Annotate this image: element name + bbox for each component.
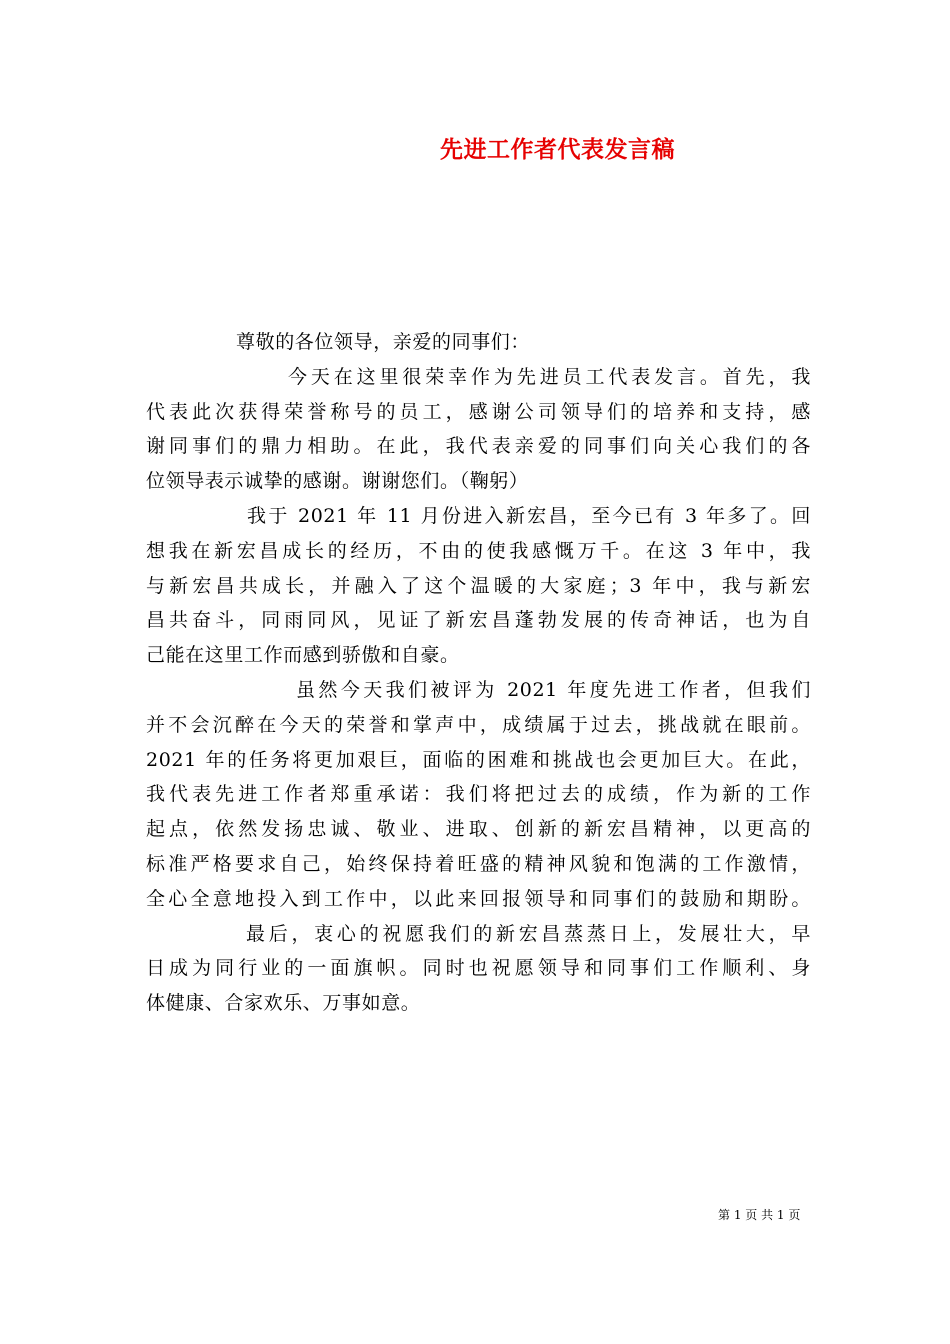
paragraph-line: 今天在这里很荣幸作为先进员工代表发言。首先，我 [288, 365, 811, 388]
paragraph-2 [146, 499, 811, 673]
paragraph-line: 代表此次获得荣誉称号的员工，感谢公司领导们的培养和支持，感 [146, 400, 811, 423]
salutation: 尊敬的各位领导，亲爱的同事们： [236, 331, 531, 353]
paragraph-line: 体健康、合家欢乐、万事如意。 [146, 992, 421, 1015]
paragraph-line: 与新宏昌共成长，并融入了这个温暖的大家庭；3 年中，我与新宏 [146, 574, 811, 597]
paragraph-4 [146, 917, 811, 1021]
paragraph-line: 日成为同行业的一面旗帜。同时也祝愿领导和同事们工作顺利、身 [146, 957, 811, 980]
page-number-footer: 第 1 页 共 1 页 [718, 1208, 801, 1222]
paragraph-line: 起点，依然发扬忠诚、敬业、进取、创新的新宏昌精神，以更高的 [146, 818, 811, 841]
paragraph-line: 谢同事们的鼎力相助。在此，我代表亲爱的同事们向关心我们的各 [146, 435, 811, 458]
paragraph-line: 昌共奋斗，同雨同风，见证了新宏昌蓬勃发展的传奇神话，也为自 [146, 609, 811, 632]
paragraph-line: 位领导表示诚挚的感谢。谢谢您们。（鞠躬） [146, 470, 529, 493]
paragraph-line: 全心全意地投入到工作中，以此来回报领导和同事们的鼓励和期盼。 [146, 887, 811, 910]
document-body [146, 325, 811, 1021]
paragraph-1 [146, 360, 811, 499]
paragraph-line: 虽然今天我们被评为 2021 年度先进工作者，但我们 [296, 678, 811, 701]
paragraph-line: 己能在这里工作而感到骄傲和自豪。 [146, 644, 460, 667]
paragraph-line: 并不会沉醉在今天的荣誉和掌声中，成绩属于过去，挑战就在眼前。 [146, 713, 811, 736]
paragraph-3 [146, 673, 811, 917]
paragraph-line: 想我在新宏昌成长的经历，不由的使我感慨万千。在这 3 年中，我 [146, 539, 811, 562]
paragraph-line: 我于 2021 年 11 月份进入新宏昌，至今已有 3 年多了。回 [247, 504, 811, 527]
document-title: 先进工作者代表发言稿 [440, 136, 675, 163]
paragraph-line: 我代表先进工作者郑重承诺：我们将把过去的成绩，作为新的工作 [146, 783, 811, 806]
paragraph-line: 标准严格要求自己，始终保持着旺盛的精神风貌和饱满的工作激情， [146, 852, 811, 875]
paragraph-line: 2021 年的任务将更加艰巨，面临的困难和挑战也会更加巨大。在此， [146, 748, 811, 771]
paragraph-line: 最后，衷心的祝愿我们的新宏昌蒸蒸日上，发展壮大，早 [246, 922, 811, 945]
